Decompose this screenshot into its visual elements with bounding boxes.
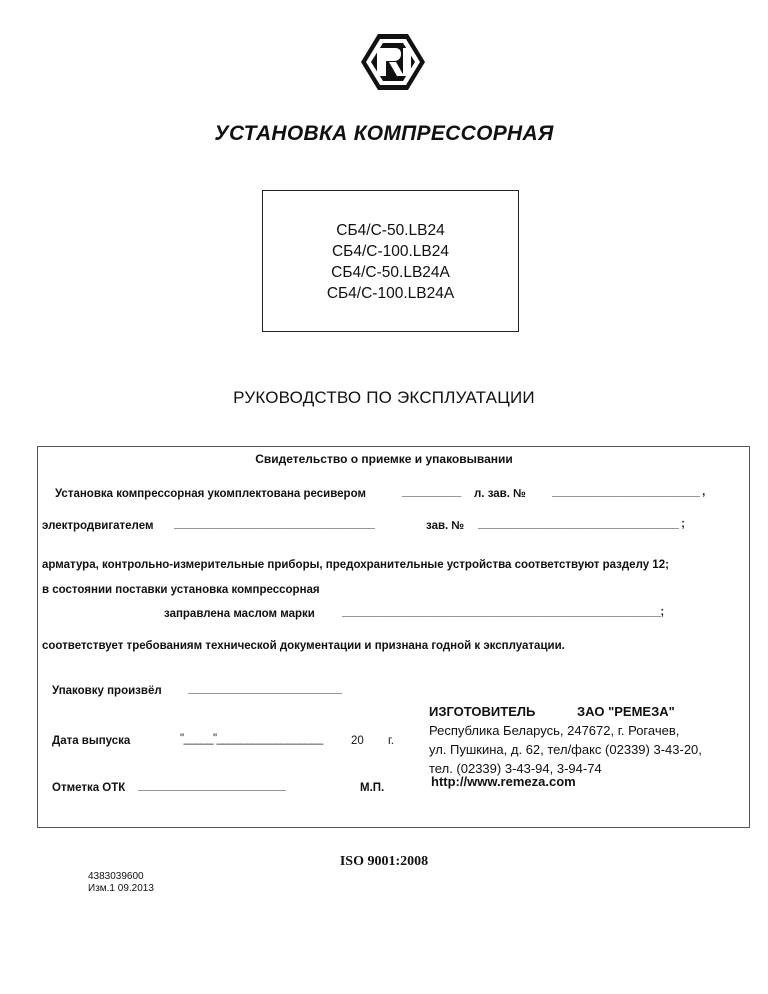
motor-serial-label: зав. № — [426, 520, 465, 532]
document-number-block — [88, 871, 154, 895]
certificate-heading: Свидетельство о приемке и упаковывании — [255, 452, 513, 466]
packing-field: __________________________ — [188, 683, 342, 695]
compliance-statement: соответствует требованиям технической документации и признана годной к эксплуатации. — [42, 640, 565, 652]
remeza-logo-icon — [359, 32, 427, 92]
otk-field: _________________________ — [138, 780, 286, 792]
manufacturer-address-1: Республика Беларусь, 247672, г. Рогачев, — [429, 723, 680, 738]
oil-brand-field: ______________________________________________________; — [342, 606, 664, 618]
motor-serial-field: __________________________________ ; — [478, 518, 685, 530]
document-title: УСТАНОВКА КОМПРЕССОРНАЯ — [214, 122, 554, 145]
manufacturer-address-2: ул. Пушкина, д. 62, тел/факс (02339) 3-43-20, — [429, 742, 702, 757]
document-subtitle: РУКОВОДСТВО ПО ЭКСПЛУАТАЦИИ — [233, 388, 535, 407]
revision-label: Изм.1 09.2013 — [88, 883, 154, 894]
stamp-label: М.П. — [360, 782, 385, 794]
release-date-label: Дата выпуска — [52, 735, 131, 747]
model-item: СБ4/С-100.LB24 — [331, 243, 449, 260]
model-item: СБ4/С-100.LB24А — [326, 285, 455, 302]
manufacturer-phone: тел. (02339) 3-43-94, 3-94-74 — [429, 761, 602, 776]
fittings-statement: арматура, контрольно-измерительные приборы, предохранительные устройства соответствуют разделу 12; — [42, 559, 669, 571]
oil-brand-label: заправлена маслом марки — [164, 608, 315, 620]
model-item: СБ4/С-50.LB24 — [336, 222, 445, 239]
motor-field: __________________________________ — [174, 518, 375, 530]
receiver-label: Установка компрессорная укомплектована ресивером — [55, 488, 366, 500]
manufacturer-label: ИЗГОТОВИТЕЛЬ — [429, 704, 536, 719]
release-year-prefix: 20 — [351, 735, 364, 747]
motor-label: электродвигателем — [42, 520, 154, 532]
manufacturer-company: ЗАО "РЕМЕЗА" — [577, 704, 675, 719]
delivery-state-statement: в состоянии поставки установка компрессорная — [42, 584, 320, 596]
iso-certification: ISO 9001:2008 — [339, 854, 429, 869]
receiver-volume-field: __________ — [402, 486, 461, 498]
receiver-serial-field: _________________________ , — [552, 486, 705, 498]
release-date-field: "_____"__________________ — [180, 733, 323, 745]
otk-label: Отметка ОТК — [52, 782, 126, 794]
models-box — [262, 190, 519, 332]
model-item: СБ4/С-50.LB24А — [331, 264, 450, 281]
document-number: 4383039600 — [88, 871, 144, 882]
packing-label: Упаковку произвёл — [52, 685, 162, 697]
receiver-serial-label: л. зав. № — [474, 488, 526, 500]
release-year-suffix: г. — [388, 735, 394, 747]
manufacturer-website: http://www.remeza.com — [431, 774, 576, 789]
certificate-box — [37, 446, 750, 828]
